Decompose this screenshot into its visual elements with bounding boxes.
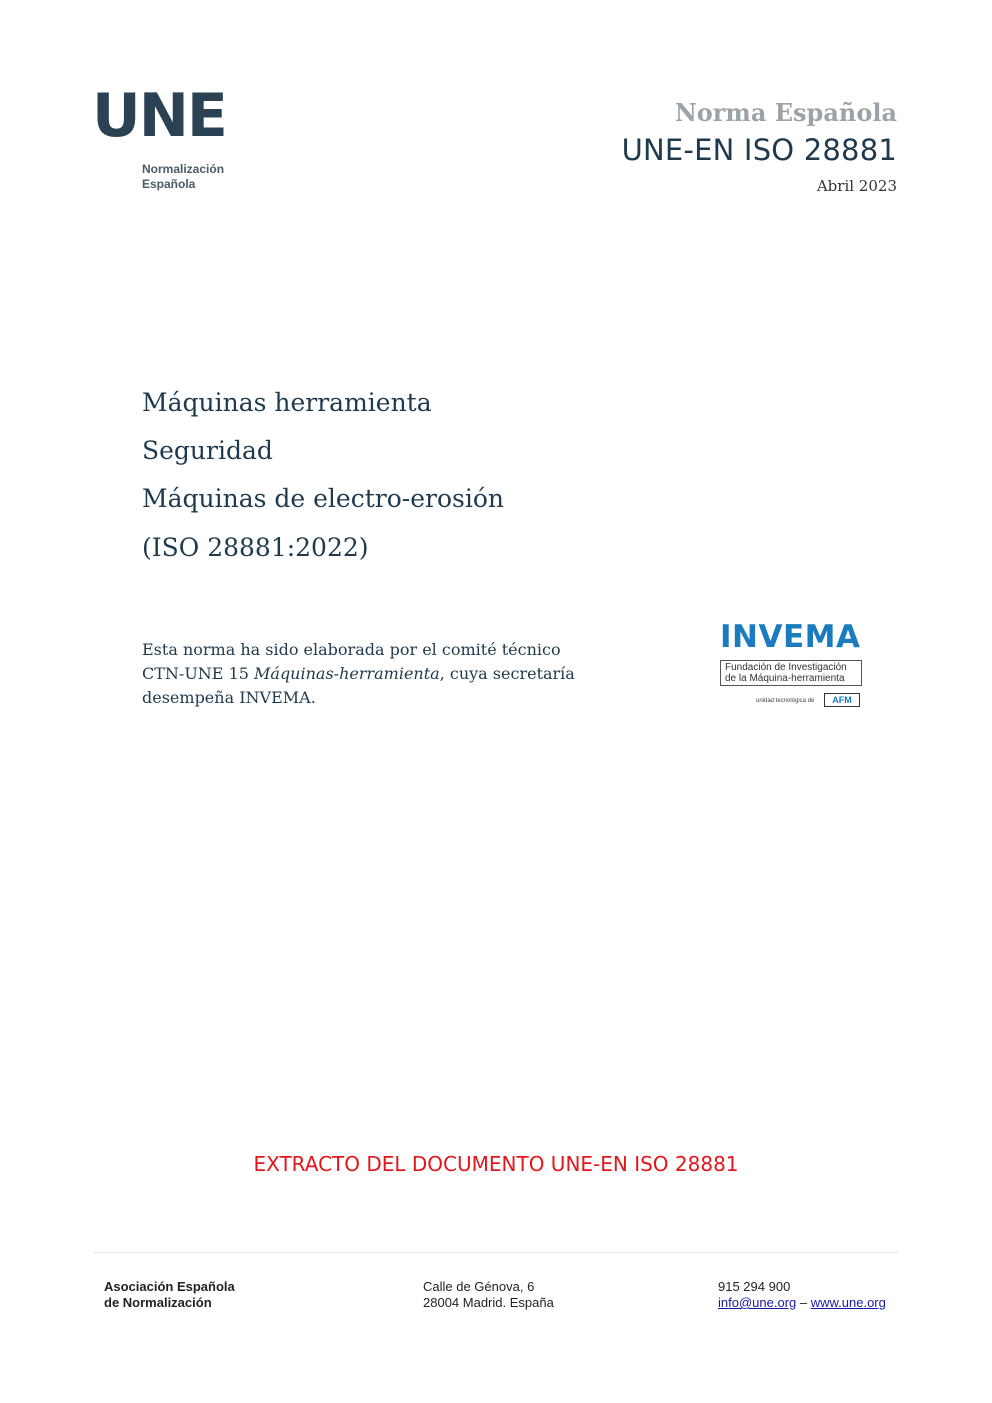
footer-phone: 915 294 900 — [718, 1279, 791, 1294]
publication-date: Abril 2023 — [816, 177, 897, 195]
invema-logo-subtitle-2: de la Máquina-herramienta — [725, 673, 845, 684]
committee-line-2 — [142, 662, 612, 686]
extract-banner: EXTRACTO DEL DOCUMENTO UNE-EN ISO 28881 — [253, 1152, 739, 1176]
invema-logo — [720, 620, 865, 712]
document-code: UNE-EN ISO 28881 — [621, 133, 897, 167]
footer-contact — [718, 1279, 886, 1311]
committee-line-1: Esta norma ha sido elaborada por el comité técnico — [142, 640, 561, 659]
footer-address — [423, 1279, 554, 1311]
committee-line-2-suffix: , cuya secretaría — [439, 664, 575, 683]
title-line-1: Máquinas herramienta — [142, 388, 432, 417]
norma-label: Norma Española — [674, 98, 897, 127]
title-line-4: (ISO 28881:2022) — [142, 533, 369, 562]
une-logo-subtitle-2: Española — [142, 177, 196, 191]
title-line-2: Seguridad — [142, 436, 273, 465]
committee-line-3: desempeña INVEMA. — [142, 688, 316, 707]
committee-statement — [142, 638, 612, 710]
une-logo: UNE — [92, 81, 226, 151]
footer-links — [718, 1295, 886, 1311]
une-logo-subtitle-1: Normalización — [142, 162, 225, 176]
footer-address-line-1: Calle de Génova, 6 — [423, 1279, 535, 1294]
invema-logo-subtitle-1: Fundación de Investigación — [725, 662, 847, 673]
title-line-3: Máquinas de electro-erosión — [142, 484, 504, 513]
afm-logo: AFM — [824, 693, 860, 707]
footer-divider — [93, 1252, 898, 1253]
footer-link-separator: – — [796, 1295, 811, 1310]
footer-org-line-1: Asociación Española — [104, 1279, 235, 1294]
invema-logo-box — [720, 660, 862, 686]
footer-address-line-2: 28004 Madrid. España — [423, 1295, 554, 1310]
invema-unit-text: unidad tecnológica de — [756, 698, 815, 704]
footer-organization — [104, 1279, 235, 1311]
footer-email-link[interactable]: info@une.org — [718, 1295, 797, 1310]
committee-code: CTN-UNE 15 — [142, 664, 255, 683]
footer-org-line-2: de Normalización — [104, 1295, 212, 1310]
committee-name: Máquinas-herramienta — [254, 664, 440, 683]
invema-logo-name: INVEMA — [720, 619, 861, 655]
footer-website-link[interactable]: www.une.org — [810, 1295, 886, 1310]
